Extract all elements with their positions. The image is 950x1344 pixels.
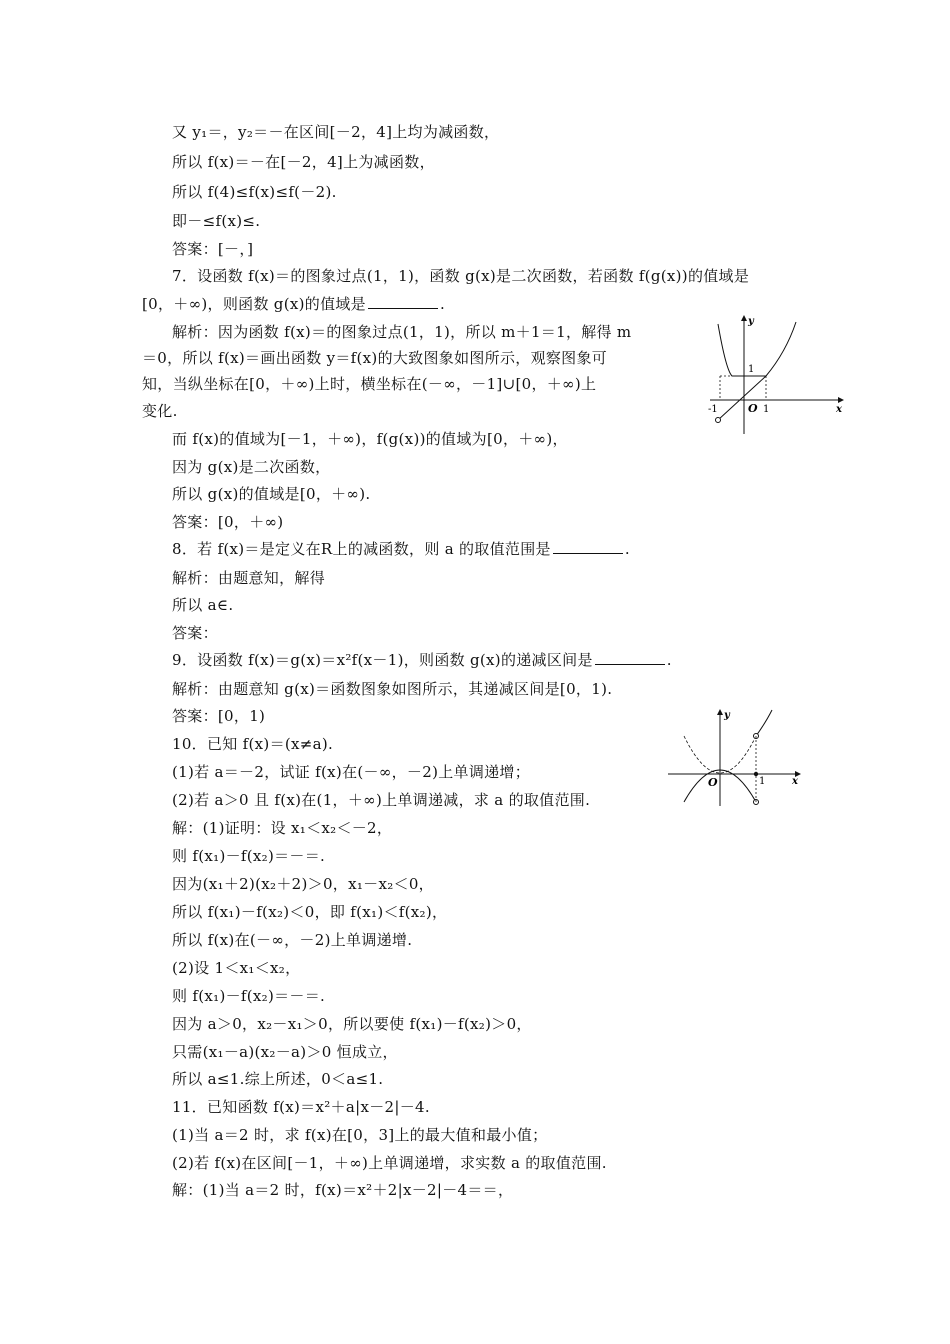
text-line	[172, 1151, 607, 1175]
text-line-content: 解析：由题意知，解得	[172, 569, 326, 587]
answer-blank	[368, 292, 438, 309]
text-line	[172, 704, 265, 728]
text-line-content: (2)若 f(x)在区间[－1，＋∞)上单调递增，求实数 a 的取值范围.	[172, 1154, 607, 1172]
text-line	[172, 510, 283, 534]
text-line-content: 只需(x₁－a)(x₂－a)＞0 恒成立，	[172, 1043, 398, 1061]
text-line	[172, 844, 325, 868]
line-segment	[718, 376, 766, 420]
text-line-content: 答案：[0，1)	[172, 707, 266, 725]
text-line	[172, 120, 499, 144]
x-label: x	[792, 776, 798, 787]
open-point	[716, 418, 721, 423]
text-line	[172, 648, 672, 672]
answer-blank	[595, 648, 665, 665]
text-line	[142, 292, 445, 316]
text-line-content: 答案：[－，]	[172, 240, 254, 258]
text-line	[172, 760, 530, 784]
solid-left-up	[684, 736, 706, 771]
text-line	[172, 621, 218, 645]
text-line	[172, 872, 434, 896]
tick-1-y: 1	[748, 364, 755, 375]
text-line-content: 即－≤f(x)≤.	[172, 212, 261, 230]
text-line-content: 则 f(x₁)－f(x₂)＝－＝.	[172, 847, 326, 865]
tick-1-x: 1	[759, 776, 766, 787]
text-line	[172, 900, 447, 924]
origin-label: O	[708, 776, 718, 789]
text-line-content: 所以 a∈.	[172, 596, 234, 614]
text-line-content: 所以 a≤1.综上所述，0＜a≤1.	[172, 1070, 384, 1088]
answer-blank	[553, 537, 623, 554]
text-line	[172, 1040, 398, 1064]
solid-middle	[720, 736, 756, 774]
x-label: x	[836, 404, 842, 415]
text-line	[172, 264, 749, 288]
y-label: y	[748, 316, 754, 327]
origin-label: O	[748, 402, 758, 415]
text-line-content: (1)当 a＝2 时，求 f(x)在[0，3]上的最大值和最小值；	[172, 1126, 548, 1144]
tick-1-x: 1	[763, 404, 770, 415]
text-line-content: (1)若 a＝－2，试证 f(x)在(－∞，－2)上单调递增；	[172, 763, 531, 781]
text-line	[172, 209, 260, 233]
text-line	[172, 1178, 513, 1202]
text-line-content: 因为 a＞0，x₂－x₁＞0，所以要使 f(x₁)－f(x₂)＞0，	[172, 1015, 532, 1033]
text-line-content: 变化.	[142, 402, 178, 420]
text-line-content: 解：(1)证明：设 x₁＜x₂＜－2，	[172, 819, 393, 837]
text-line-content: 解：(1)当 a＝2 时，f(x)＝x²＋2|x－2|－4＝＝，	[172, 1181, 514, 1199]
text-line	[172, 928, 412, 952]
text-line-content: 答案：	[172, 624, 218, 642]
text-line-content: 10．已知 f(x)＝(x≠a).	[172, 735, 334, 753]
text-line	[172, 956, 300, 980]
text-line-content: 因为(x₁＋2)(x₂＋2)＞0，x₁－x₂＜0，	[172, 875, 434, 893]
text-line	[172, 180, 337, 204]
text-line-content: 所以 f(x)＝－在[－2，4]上为减函数，	[172, 153, 435, 171]
text-line-content: 则 f(x₁)－f(x₂)＝－＝.	[172, 987, 326, 1005]
curve-left	[718, 324, 766, 376]
text-line-content: (2)设 1＜x₁＜x₂，	[172, 959, 301, 977]
text-line-content: 知，当纵坐标在[0，＋∞)上时，横坐标在(－∞，－1]∪[0，＋∞)上	[142, 375, 597, 393]
text-line	[172, 732, 333, 756]
text-line	[142, 372, 596, 396]
text-line	[172, 984, 325, 1008]
text-line	[172, 320, 631, 344]
text-line	[172, 566, 325, 590]
text-line-content: [0，＋∞)，则函数 g(x)的值域是	[142, 295, 366, 313]
text-line	[172, 677, 612, 701]
text-line-content: 所以 f(x)在(－∞，－2)上单调递增.	[172, 931, 413, 949]
text-line-content: 9．设函数 f(x)＝g(x)＝x²f(x－1)，则函数 g(x)的递减区间是	[172, 651, 593, 669]
text-line	[172, 816, 392, 840]
text-line-content: 解析：因为函数 f(x)＝的图象过点(1，1)，所以 m＋1＝1，解得 m	[172, 323, 632, 341]
text-line	[172, 482, 370, 506]
text-line-content: 7．设函数 f(x)＝的图象过点(1，1)，函数 g(x)是二次函数，若函数 f(g(x))的值域是	[172, 267, 750, 285]
text-line	[172, 237, 253, 261]
text-line	[172, 593, 233, 617]
text-line-content: 解析：由题意知 g(x)＝函数图象如图所示，其递减区间是[0，1).	[172, 680, 613, 698]
text-line	[142, 346, 607, 370]
figure-problem-7	[708, 312, 848, 437]
text-line-content: (2)若 a＞0 且 f(x)在(1，＋∞)上单调递减，求 a 的取值范围.	[172, 791, 591, 809]
y-label: y	[724, 710, 730, 721]
text-line-content: 而 f(x)的值域为[－1，＋∞)，f(g(x))的值域为[0，＋∞)，	[172, 430, 568, 448]
solid-right-up	[756, 710, 772, 736]
text-line-content: 因为 g(x)是二次函数，	[172, 458, 331, 476]
text-line	[172, 455, 330, 479]
curve-right	[766, 322, 796, 376]
text-line	[172, 788, 590, 812]
text-line-content: 11．已知函数 f(x)＝x²＋a|x－2|－4.	[172, 1098, 430, 1116]
text-line	[172, 150, 435, 174]
text-line	[172, 1012, 532, 1036]
tick-neg1-x: -1	[708, 404, 718, 415]
text-line	[142, 399, 178, 423]
text-line-content: 8．若 f(x)＝是定义在R上的减函数，则 a 的取值范围是	[172, 540, 551, 558]
text-line	[172, 1123, 547, 1147]
text-line-tail: .	[624, 540, 630, 558]
text-line	[172, 1095, 430, 1119]
text-line	[172, 537, 630, 561]
text-line-content: 所以 f(x₁)－f(x₂)＜0，即 f(x₁)＜f(x₂)，	[172, 903, 448, 921]
text-line-content: ＝0，所以 f(x)＝画出函数 y＝f(x)的大致图象如图所示，观察图象可	[142, 349, 608, 367]
text-line	[172, 427, 568, 451]
figure-problem-9	[666, 708, 806, 808]
text-line-tail: .	[439, 295, 446, 313]
text-line-content: 答案：[0，＋∞)	[172, 513, 284, 531]
text-line-content: 所以 g(x)的值域是[0，＋∞).	[172, 485, 371, 503]
text-line-content: 又 y₁＝，y₂＝－在区间[－2，4]上均为减函数，	[172, 123, 500, 141]
text-line-tail: .	[666, 651, 672, 669]
text-line	[172, 1067, 383, 1091]
text-line-content: 所以 f(4)≤f(x)≤f(－2).	[172, 183, 337, 201]
